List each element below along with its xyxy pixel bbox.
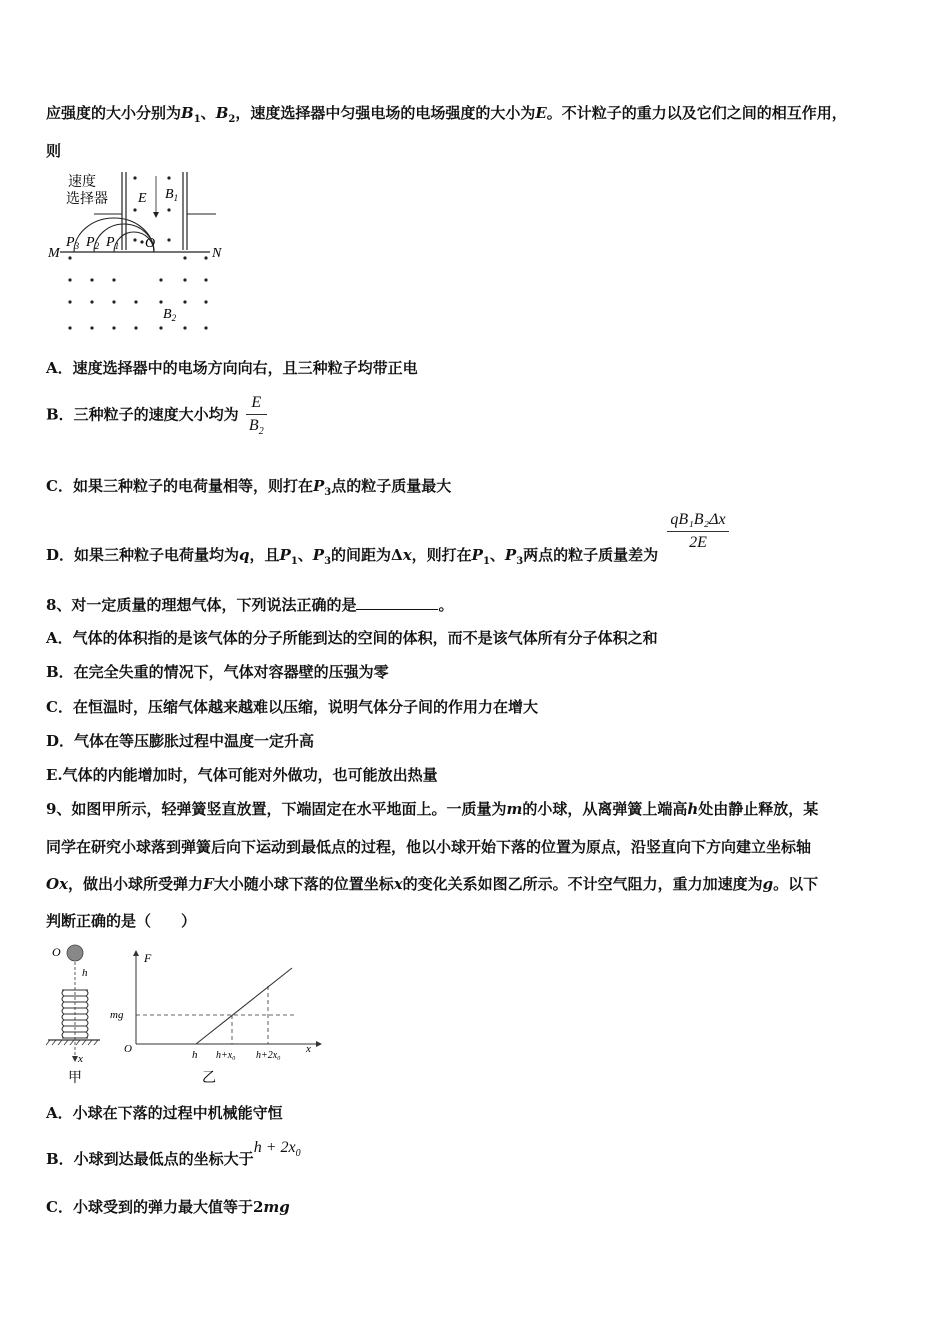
b2-field-dots (68, 256, 207, 329)
q7-option-A: A．速度选择器中的电场方向向右，且三种粒子均带正电 (46, 359, 418, 377)
force-line (196, 968, 292, 1044)
q7-option-B (46, 394, 267, 437)
E-arrow-head (153, 212, 159, 218)
sub: 2 (228, 114, 236, 125)
text: 、 (200, 104, 216, 122)
text: 应强度的大小分别为 (46, 104, 182, 122)
q7-option-D: D．如果三种粒子电荷量均为q，且$P_1$、$P_3$的间距为Δx，则打在$P_1$、$P_3$两点的粒子质量差为 $\frac{\text{qB₁B₂Δx}}{2E}$ (46, 511, 729, 552)
fig-label-line1: 速度 (68, 175, 96, 190)
answer-blank[interactable] (356, 595, 438, 610)
x-axis-arrow (316, 1041, 322, 1047)
fig-N: N (212, 246, 222, 261)
fig-jia-x: x (78, 1053, 83, 1065)
q9-stem-line1: 9、如图甲所示，轻弹簧竖直放置，下端固定在水平地面上。一质量为m的小球，从离弹簧上端高h处由静止释放，某 (46, 800, 819, 818)
q7-intro-line2: 则 (46, 142, 62, 160)
q7-option-C: C．如果三种粒子的电荷量相等，则打在$P_3$点的粒子质量最大 (46, 477, 452, 498)
mass-spectrometer-figure (46, 168, 236, 338)
q8-stem: 8、对一定质量的理想气体，下列说法正确的是 。 (46, 596, 454, 614)
fig-jia-caption: 甲 (68, 1071, 82, 1086)
q8-option-B: B．在完全失重的情况下，气体对容器壁的压强为零 (46, 663, 389, 681)
fraction-E-over-B2 (246, 394, 267, 437)
origin-dot (140, 240, 143, 243)
q9-stem-line3: Ox，做出小球所受弹力F大小随小球下落的位置坐标x的变化关系如图乙所示。不计空气阻力，重力加速度为g。以下 (46, 875, 819, 893)
q8-option-A: A．气体的体积指的是该气体的分子所能到达的空间的体积，而不是该气体所有分子体积之和 (46, 629, 658, 647)
frac-num: E (251, 394, 262, 411)
var-B2: B (215, 104, 229, 122)
frac-den: $B_2$ (246, 414, 267, 437)
fig-jia-O: O (52, 945, 61, 959)
y-axis-arrow (133, 950, 139, 956)
var-E: E (535, 104, 547, 122)
spring-figure (44, 940, 104, 1088)
fig-yi-O: O (124, 1043, 132, 1055)
fig-yi-h-x0: h+x₀ (216, 1050, 236, 1061)
q8-option-D: D．气体在等压膨胀过程中温度一定升高 (46, 732, 315, 750)
fig-E: E (138, 191, 147, 206)
q9-option-C: C．小球受到的弹力最大值等于2mg (46, 1198, 290, 1216)
fig-O: O (145, 236, 156, 251)
fig-P3: $P_3$ (66, 235, 80, 251)
fig-M: M (48, 246, 60, 261)
sub: 1 (193, 114, 201, 125)
q7-intro-line1 (46, 102, 847, 125)
fig-yi-h-2x0: h+2x₀ (256, 1050, 281, 1061)
fig-P1: $P_1$ (106, 235, 120, 251)
fig-yi-x: x (306, 1043, 311, 1055)
force-position-graph (106, 948, 326, 1090)
q9-stem-line4: 判断正确的是（ ） (46, 912, 197, 930)
fig-label-line2: 选择器 (66, 192, 108, 207)
q9-option-B: B．小球到达最低点的坐标大于$h + 2x_0$ (46, 1139, 301, 1168)
q8-option-E: E.气体的内能增加时，气体可能对外做功，也可能放出热量 (46, 766, 438, 784)
fig-yi-h: h (192, 1049, 198, 1061)
var-B1: B (181, 104, 194, 122)
fig-B2: $B_2$ (163, 307, 177, 323)
q9-stem-line2: 同学在研究小球落到弹簧后向下运动到最低点的过程，他以小球开始下落的位置为原点，沿竖直向下方向建立坐标轴 (46, 838, 812, 856)
fraction-mass-difference (667, 511, 728, 552)
fig-yi-mg: mg (110, 1009, 124, 1021)
fig-yi-caption: 乙 (202, 1071, 216, 1086)
q8-option-C: C．在恒温时，压缩气体越来越难以压缩，说明气体分子间的作用力在增大 (46, 698, 538, 716)
ball-icon (67, 945, 83, 961)
fig-jia-h: h (82, 967, 88, 979)
text: 。不计粒子的重力以及它们之间的相互作用， (546, 104, 847, 122)
text: ，速度选择器中匀强电场的电场强度的大小为 (235, 104, 536, 122)
frac-num: qB₁B₂Δx (670, 511, 726, 528)
fig-P2: $P_2$ (86, 235, 100, 251)
q9-option-A: A．小球在下落的过程中机械能守恒 (46, 1104, 283, 1122)
frac-den: 2E (667, 531, 728, 552)
expr-h-plus-2x0: $h + 2x_0$ (253, 1139, 301, 1160)
text: B．三种粒子的速度大小均为 (46, 405, 239, 424)
fig-B1: $B_1$ (165, 187, 179, 203)
fig-yi-F: F (144, 951, 152, 965)
ground-hatching (46, 1040, 98, 1045)
